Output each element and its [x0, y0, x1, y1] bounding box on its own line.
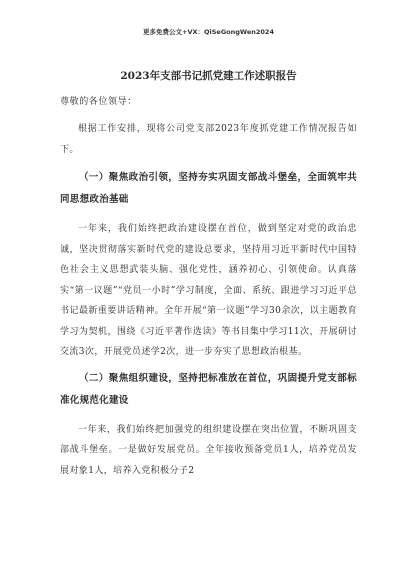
- section-2-body: 一年来，我们始终把加强党的组织建设摆在突出位置，不断巩固支部战斗堡垒。一是做好发展党员。全年接收预备党员1人，培养党员发展对象1人，培养入党积极分子2: [60, 424, 357, 476]
- salutation: 尊敬的各位领导：: [60, 97, 137, 107]
- section-1-body: 一年来，我们始终把政治建设摆在首位，做到坚定对党的政治忠诚，坚决贯彻落实新时代党的建设总要求，坚持用习近平新时代中国特色社会主义思想武装头脑、强化党性，涵养初心、引领使命。认真落实“第一议题”“党员一小时”学习制度，全面、系统、跟进学习习近平总书记最新重要讲话精神。全年开展“第一议题”学习30余次，以主题教育学习为契机，围绕《习近平著作选读》等书目集中学习11次，开展研讨交流3次，开展党员述学2次，进一步夯实了思想政治根基。: [60, 224, 357, 357]
- section-1-heading: （一）聚焦政治引领，坚持夯实巩固支部战斗堡垒，全面筑牢共同思想政治基础: [60, 172, 357, 205]
- document-title: 2023年支部书记抓党建工作述职报告: [120, 70, 297, 82]
- intro-paragraph: 根据工作安排，现将公司党支部2023年度抓党建工作情况报告如下。: [60, 124, 357, 155]
- watermark-header: 更多免费公文+VX：QiSeGongWen2024: [143, 28, 274, 36]
- section-2-heading: （二）聚焦组织建设，坚持把标准放在首位，巩固提升党支部标准化规范化建设: [60, 372, 357, 406]
